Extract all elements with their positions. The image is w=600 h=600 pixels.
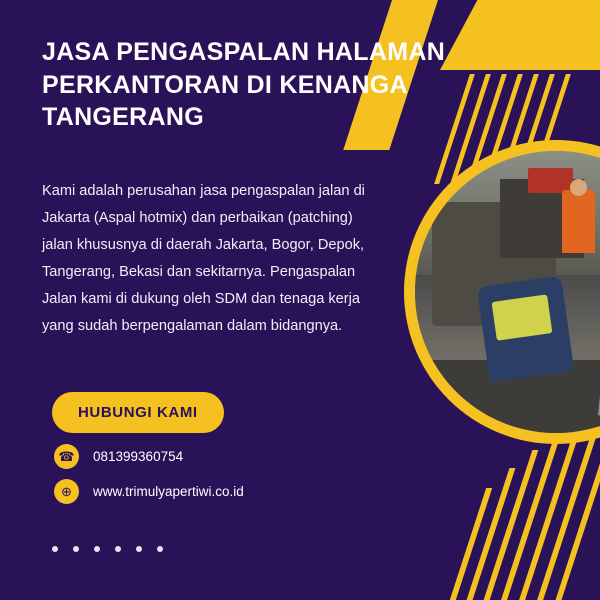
phone-number: 081399360754 <box>93 449 184 464</box>
website-url: www.trimulyapertiwi.co.id <box>93 484 244 499</box>
decorative-dots <box>52 546 163 552</box>
worksite-photo <box>415 151 600 433</box>
phone-contact[interactable] <box>54 444 183 469</box>
contact-us-button[interactable]: HUBUNGI KAMI <box>52 392 224 433</box>
page-title: JASA PENGASPALAN HALAMAN PERKANTORAN DI KENANGA TANGERANG <box>42 38 446 131</box>
body-paragraph: Kami adalah perusahan jasa pengaspalan jalan di Jakarta (Aspal hotmix) dan perbaikan (patching) jalan khususnya di daerah Jakarta, Bogor, Depok, Tangerang, Bekasi dan sekitarnya. Pengaspalan Jalan kami di dukung oleh SDM dan tenaga kerja yang sudah berpengalaman dalam bidangnya. <box>42 183 365 334</box>
decorative-yellow-wedge <box>440 0 600 70</box>
website-contact[interactable] <box>54 479 244 504</box>
phone-icon: ☎ <box>54 444 79 469</box>
globe-icon: ⊕ <box>54 479 79 504</box>
